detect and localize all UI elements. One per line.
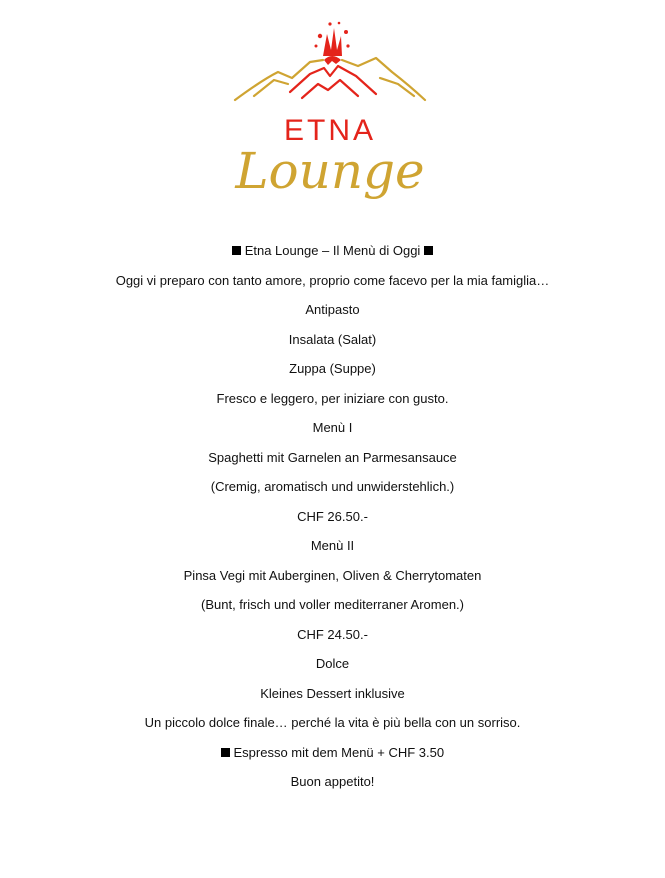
menu1-dish: Spaghetti mit Garnelen an Parmesansauce [208, 449, 457, 465]
dolce-note: Un piccolo dolce finale… perché la vita è più bella con un sorriso. [144, 715, 521, 730]
menu2-price: CHF 24.50.- [297, 626, 368, 642]
menu2-heading: Menù II [310, 538, 355, 553]
antipasto-item: Zuppa (Suppe) [289, 361, 376, 376]
daily-menu [0, 236, 665, 797]
dolce-heading: Dolce [315, 656, 350, 671]
brand-lounge: Lounge [235, 142, 425, 200]
menu-title-text: Etna Lounge – Il Menù di Oggi [244, 243, 421, 258]
espresso-text: Espresso mit dem Menü + CHF 3.50 [233, 744, 445, 760]
menu-title [0, 236, 665, 266]
dolce-item: Kleines Dessert inklusive [260, 685, 405, 701]
volcano-logo-icon [230, 20, 430, 215]
etna-lounge-logo [230, 20, 430, 215]
black-square-icon [232, 246, 241, 255]
black-square-icon [424, 246, 433, 255]
menu2-dish: Pinsa Vegi mit Auberginen, Oliven & Cherrytomaten [183, 567, 482, 583]
antipasto-heading: Antipasto [305, 302, 360, 317]
brand-etna: ETNA [283, 114, 377, 147]
intro-text: Oggi vi preparo con tanto amore, proprio come facevo per la mia famiglia… [115, 272, 550, 288]
menu2-note: (Bunt, frisch und voller mediterraner Aromen.) [201, 597, 464, 612]
closing-text: Buon appetito! [290, 774, 375, 789]
antipasto-item: Insalata (Salat) [288, 331, 377, 347]
black-square-icon [221, 748, 230, 757]
antipasto-note: Fresco e leggero, per iniziare con gusto. [216, 390, 449, 406]
menu1-heading: Menù I [312, 420, 353, 435]
menu1-note: (Cremig, aromatisch und unwiderstehlich.) [210, 479, 455, 494]
mountain-gold-outline [235, 58, 425, 100]
menu1-price: CHF 26.50.- [297, 508, 368, 524]
espresso-line [0, 738, 665, 768]
lava-eruption [315, 22, 350, 65]
mountain-red-ridges [290, 66, 376, 98]
